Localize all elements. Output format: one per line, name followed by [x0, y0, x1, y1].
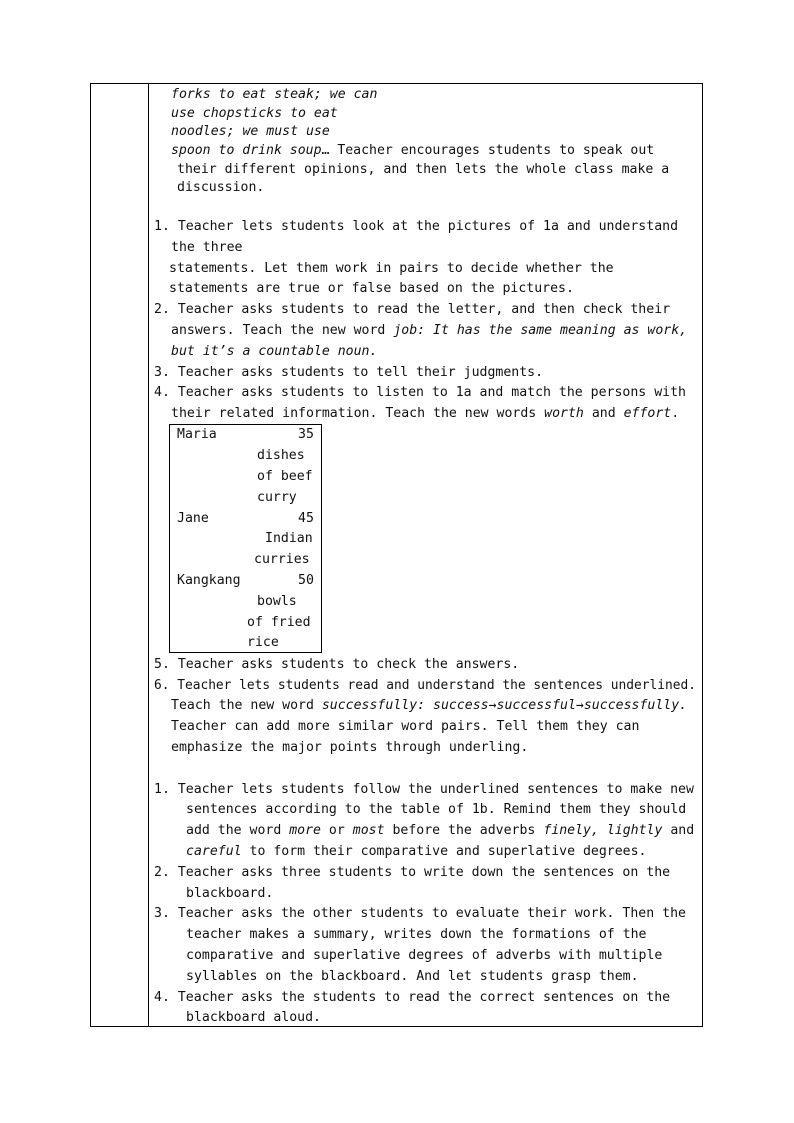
column-divider — [148, 84, 149, 1026]
match-info-line: rice — [247, 635, 279, 650]
s2-item1-line2: sentences according to the table of 1b. Remind them they should — [186, 802, 687, 817]
s2-item4-line2: blackboard aloud. — [186, 1010, 321, 1025]
s2-item1-pre: add the word — [186, 823, 290, 838]
s2-item2-line1: 2. Teacher asks three students to write down the sentences on the — [154, 865, 671, 880]
s1-item4-pre: their related information. Teach the new words — [171, 406, 545, 421]
s2-item1-and: and — [662, 823, 695, 838]
match-info-line: of fried — [247, 615, 311, 630]
s1-item2-line3: but it’s a countable noun. — [171, 344, 378, 359]
s1-item1-line1: 1. Teacher lets students look at the pictures of 1a and understand — [154, 219, 679, 234]
s2-item2-line2: blackboard. — [186, 886, 274, 901]
s2-item1-or: or — [320, 823, 353, 838]
match-number: 45 — [298, 511, 314, 526]
intro-italic: spoon to drink soup — [171, 143, 322, 158]
s2-item1-rest: to form their comparative and superlative degrees. — [241, 844, 647, 859]
match-name: Jane — [177, 511, 209, 526]
match-info-line: of beef — [257, 469, 313, 484]
lesson-table — [90, 83, 703, 1027]
match-info-line: dishes — [257, 448, 305, 463]
s1-item4-end: . — [671, 406, 680, 421]
s1-item6-line2 — [171, 697, 687, 714]
s2-item4-line1: 4. Teacher asks the students to read the correct sentences on the — [154, 990, 671, 1005]
intro-line-1: forks to eat steak; we can — [171, 87, 378, 102]
match-number: 35 — [298, 427, 314, 442]
s2-item1-line1: 1. Teacher lets students follow the underlined sentences to make new — [154, 782, 694, 797]
s2-item1-mid: before the adverbs — [384, 823, 544, 838]
s1-item1-line3: statements. Let them work in pairs to decide whether the — [169, 261, 614, 276]
s1-item1-line4: statements are true or false based on the pictures. — [169, 281, 574, 296]
s2-item1-careful: careful — [186, 844, 242, 859]
s1-item4-line1: 4. Teacher asks students to listen to 1a and match the persons with — [154, 385, 686, 400]
s1-item1-line2: the three — [171, 240, 243, 255]
match-info-line: Indian — [265, 531, 313, 546]
intro-line-2: use chopsticks to eat — [171, 106, 338, 121]
s1-item2-word: job — [393, 323, 418, 338]
s1-item4-word2: effort — [623, 406, 672, 421]
match-info-line: curries — [254, 552, 310, 567]
s2-item3-line2: teacher makes a summary, writes down the formations of the — [186, 927, 647, 942]
s1-item4-word1: worth — [544, 406, 584, 421]
s2-item1-adverbs: finely, lightly — [543, 823, 663, 838]
intro-rest: … Teacher encourages students to speak out — [321, 143, 655, 158]
match-name: Kangkang — [177, 573, 241, 588]
intro-line-3: noodles; we must use — [171, 124, 330, 139]
s1-item4-line2 — [171, 405, 679, 422]
match-name: Maria — [177, 427, 217, 442]
s1-item3: 3. Teacher asks students to tell their judgments. — [154, 365, 544, 380]
intro-line-4 — [171, 142, 697, 159]
s2-item1-line3 — [186, 822, 694, 839]
s1-item4-and: and — [583, 406, 624, 421]
s1-item6-line1: 6. Teacher lets students read and understand the sentences underlined. — [154, 678, 696, 693]
match-info-line: curry — [257, 490, 297, 505]
intro-line-5: their different opinions, and then lets the whole class make a — [177, 162, 670, 177]
s1-item2-line2 — [171, 322, 687, 339]
s2-item1-line4 — [186, 843, 647, 860]
match-number: 50 — [298, 573, 314, 588]
s1-item6-word: successfully — [321, 698, 418, 713]
s1-item2-line1: 2. Teacher asks students to read the letter, and then check their — [154, 302, 671, 317]
s2-item3-line1: 3. Teacher asks the other students to evaluate their work. Then the — [154, 906, 686, 921]
s2-item1-most: most — [352, 823, 385, 838]
intro-line-6: discussion. — [177, 180, 265, 195]
s1-item6-line4: emphasize the major points through underling. — [171, 740, 529, 755]
s1-item5: 5. Teacher asks students to check the answers. — [154, 657, 520, 672]
s2-item3-line4: syllables on the blackboard. And let students grasp them. — [186, 969, 639, 984]
s1-item6-pre: Teach the new word — [171, 698, 322, 713]
s2-item3-line3: comparative and superlative degrees of adverbs with multiple — [186, 948, 663, 963]
match-table — [169, 424, 322, 653]
match-info-line: bowls — [257, 594, 297, 609]
s1-item6-rest: : success→successful→successfully. — [417, 698, 688, 713]
s1-item6-line3: Teacher can add more similar word pairs. Tell them they can — [171, 719, 640, 734]
s1-item2-pre: answers. Teach the new word — [171, 323, 394, 338]
s1-item2-rest: : It has the same meaning as work, — [417, 323, 688, 338]
s2-item1-more: more — [289, 823, 321, 838]
